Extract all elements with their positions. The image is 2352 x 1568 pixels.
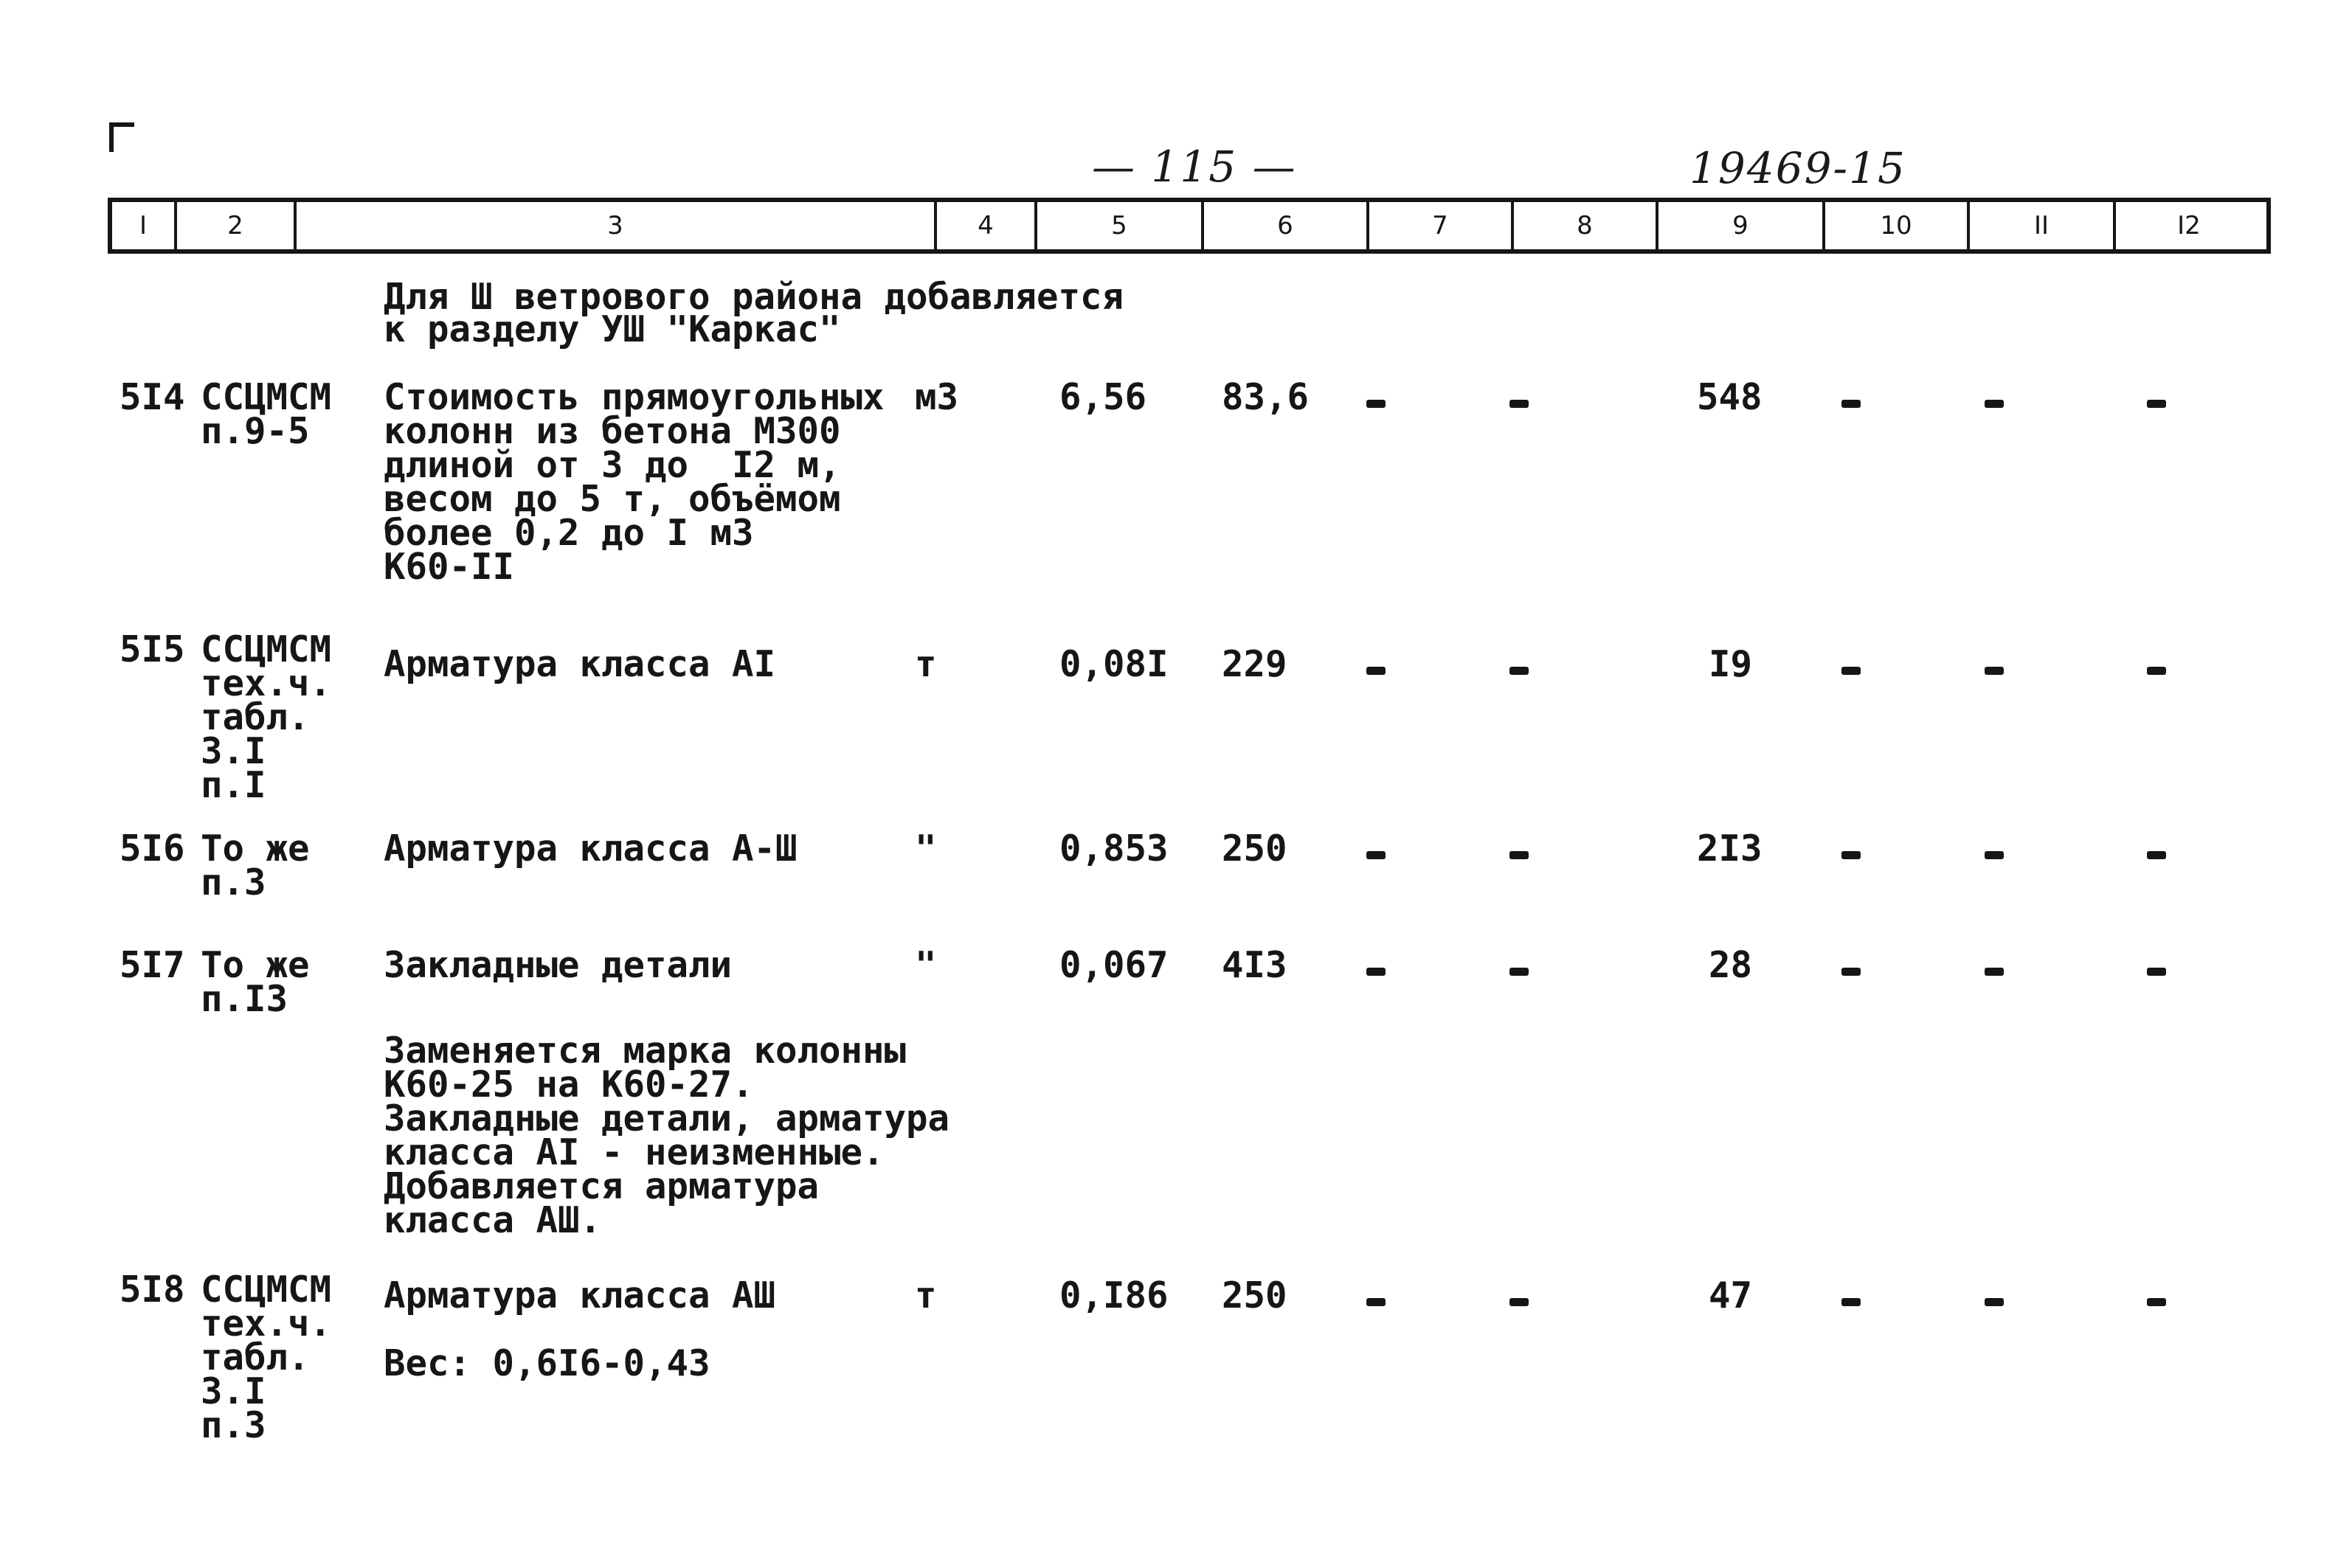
dash-mark bbox=[1509, 667, 1529, 675]
unit: м3 bbox=[915, 376, 959, 418]
weight-note: Вес: 0,6I6-0,43 bbox=[384, 1342, 710, 1384]
source-line: То же bbox=[201, 828, 310, 870]
col5-value: 6,56 bbox=[1059, 376, 1147, 418]
source-line: 3.I bbox=[201, 1370, 266, 1412]
note-line: к разделу УШ "Каркас" bbox=[384, 308, 841, 350]
dash-mark bbox=[1985, 667, 2004, 675]
dash-mark bbox=[1509, 1298, 1529, 1306]
col9-value: 548 bbox=[1697, 376, 1763, 418]
description-line: Стоимость прямоугольных bbox=[384, 376, 885, 418]
column-header: II bbox=[1970, 202, 2116, 249]
dash-mark bbox=[2147, 968, 2166, 976]
row-number: 5I8 bbox=[120, 1269, 185, 1311]
dash-mark bbox=[1509, 851, 1529, 859]
note-line: Добавляется арматура bbox=[384, 1165, 820, 1207]
col6-value: 83,6 bbox=[1222, 376, 1310, 418]
col9-value: 2I3 bbox=[1697, 828, 1763, 870]
dash-mark bbox=[1841, 851, 1861, 859]
source-line: п.3 bbox=[201, 861, 266, 903]
column-header: 8 bbox=[1514, 202, 1658, 249]
dash-mark bbox=[2147, 667, 2166, 675]
description-line: более 0,2 до I м3 bbox=[384, 512, 754, 554]
col9-value: I9 bbox=[1709, 643, 1753, 685]
column-header: 3 bbox=[297, 202, 937, 249]
dash-mark bbox=[1366, 968, 1386, 976]
row-number: 5I6 bbox=[120, 828, 185, 870]
dash-mark bbox=[1985, 400, 2004, 408]
column-header-row bbox=[108, 198, 2271, 254]
col5-value: 0,067 bbox=[1059, 944, 1169, 986]
column-header: 10 bbox=[1825, 202, 1970, 249]
dash-mark bbox=[1841, 667, 1861, 675]
note-line: Для Ш ветрового района добавляется bbox=[384, 276, 1124, 318]
description-line: длиной от 3 до I2 м, bbox=[384, 444, 841, 486]
description-line: Арматура класса А-Ш bbox=[384, 828, 798, 870]
description-line: Арматура класса АШ bbox=[384, 1274, 776, 1317]
col6-value: 4I3 bbox=[1222, 944, 1287, 986]
description-line: весом до 5 т, объёмом bbox=[384, 478, 841, 520]
dash-mark bbox=[1841, 968, 1861, 976]
corner-mark bbox=[109, 122, 134, 152]
note-line: К60-25 на К60-27. bbox=[384, 1064, 754, 1106]
description-line: Арматура класса AI bbox=[384, 643, 776, 685]
unit: " bbox=[915, 944, 937, 986]
row-number: 5I4 bbox=[120, 376, 185, 418]
description-line: Закладные детали bbox=[384, 944, 733, 986]
col5-value: 0,853 bbox=[1059, 828, 1169, 870]
source-line: тех.ч. bbox=[201, 662, 332, 704]
document-code: 19469-15 bbox=[1689, 143, 1906, 193]
dash-mark bbox=[1509, 968, 1529, 976]
dash-mark bbox=[1985, 851, 2004, 859]
source-line: тех.ч. bbox=[201, 1302, 332, 1345]
source-line: табл. bbox=[201, 1336, 310, 1378]
source-line: п.3 bbox=[201, 1404, 266, 1446]
column-header: 2 bbox=[177, 202, 297, 249]
dash-mark bbox=[2147, 1298, 2166, 1306]
col5-value: 0,08I bbox=[1059, 643, 1169, 685]
col6-value: 250 bbox=[1222, 1274, 1287, 1317]
dash-mark bbox=[1509, 400, 1529, 408]
source-line: То же bbox=[201, 944, 310, 986]
row-number: 5I5 bbox=[120, 628, 185, 670]
note-line: Заменяется марка колонны bbox=[384, 1030, 907, 1072]
col6-value: 250 bbox=[1222, 828, 1287, 870]
source-line: ССЦМСМ bbox=[201, 1269, 332, 1311]
note-line: класса AI - неизменные. bbox=[384, 1131, 885, 1173]
dash-mark bbox=[2147, 851, 2166, 859]
note-line: класса АШ. bbox=[384, 1199, 602, 1241]
row-number: 5I7 bbox=[120, 944, 185, 986]
unit: т bbox=[915, 643, 937, 685]
col9-value: 47 bbox=[1709, 1274, 1753, 1317]
note-line: Закладные детали, арматура bbox=[384, 1097, 950, 1139]
column-header: 5 bbox=[1037, 202, 1204, 249]
dash-mark bbox=[1366, 851, 1386, 859]
source-line: 3.I bbox=[201, 730, 266, 772]
dash-mark bbox=[2147, 400, 2166, 408]
column-header: 6 bbox=[1204, 202, 1369, 249]
dash-mark bbox=[1366, 1298, 1386, 1306]
column-header: I2 bbox=[2177, 211, 2201, 240]
col5-value: 0,I86 bbox=[1059, 1274, 1169, 1317]
dash-mark bbox=[1366, 400, 1386, 408]
column-header: 9 bbox=[1658, 202, 1825, 249]
unit: " bbox=[915, 828, 937, 870]
source-line: ССЦМСМ bbox=[201, 376, 332, 418]
dash-mark bbox=[1841, 1298, 1861, 1306]
column-header: 4 bbox=[937, 202, 1037, 249]
description-line: К60-II bbox=[384, 546, 515, 588]
col9-value: 28 bbox=[1709, 944, 1753, 986]
column-header: 7 bbox=[1369, 202, 1514, 249]
source-line: п.I3 bbox=[201, 978, 288, 1020]
dash-mark bbox=[1985, 1298, 2004, 1306]
description-line: колонн из бетона М300 bbox=[384, 410, 841, 452]
unit: т bbox=[915, 1274, 937, 1317]
dash-mark bbox=[1841, 400, 1861, 408]
source-line: ССЦМСМ bbox=[201, 628, 332, 670]
source-line: табл. bbox=[201, 696, 310, 738]
col6-value: 229 bbox=[1222, 643, 1287, 685]
page-number: — 115 — bbox=[1092, 142, 1297, 192]
dash-mark bbox=[1366, 667, 1386, 675]
dash-mark bbox=[1985, 968, 2004, 976]
source-line: п.I bbox=[201, 764, 266, 806]
source-line: п.9-5 bbox=[201, 410, 310, 452]
column-header: I bbox=[112, 202, 177, 249]
